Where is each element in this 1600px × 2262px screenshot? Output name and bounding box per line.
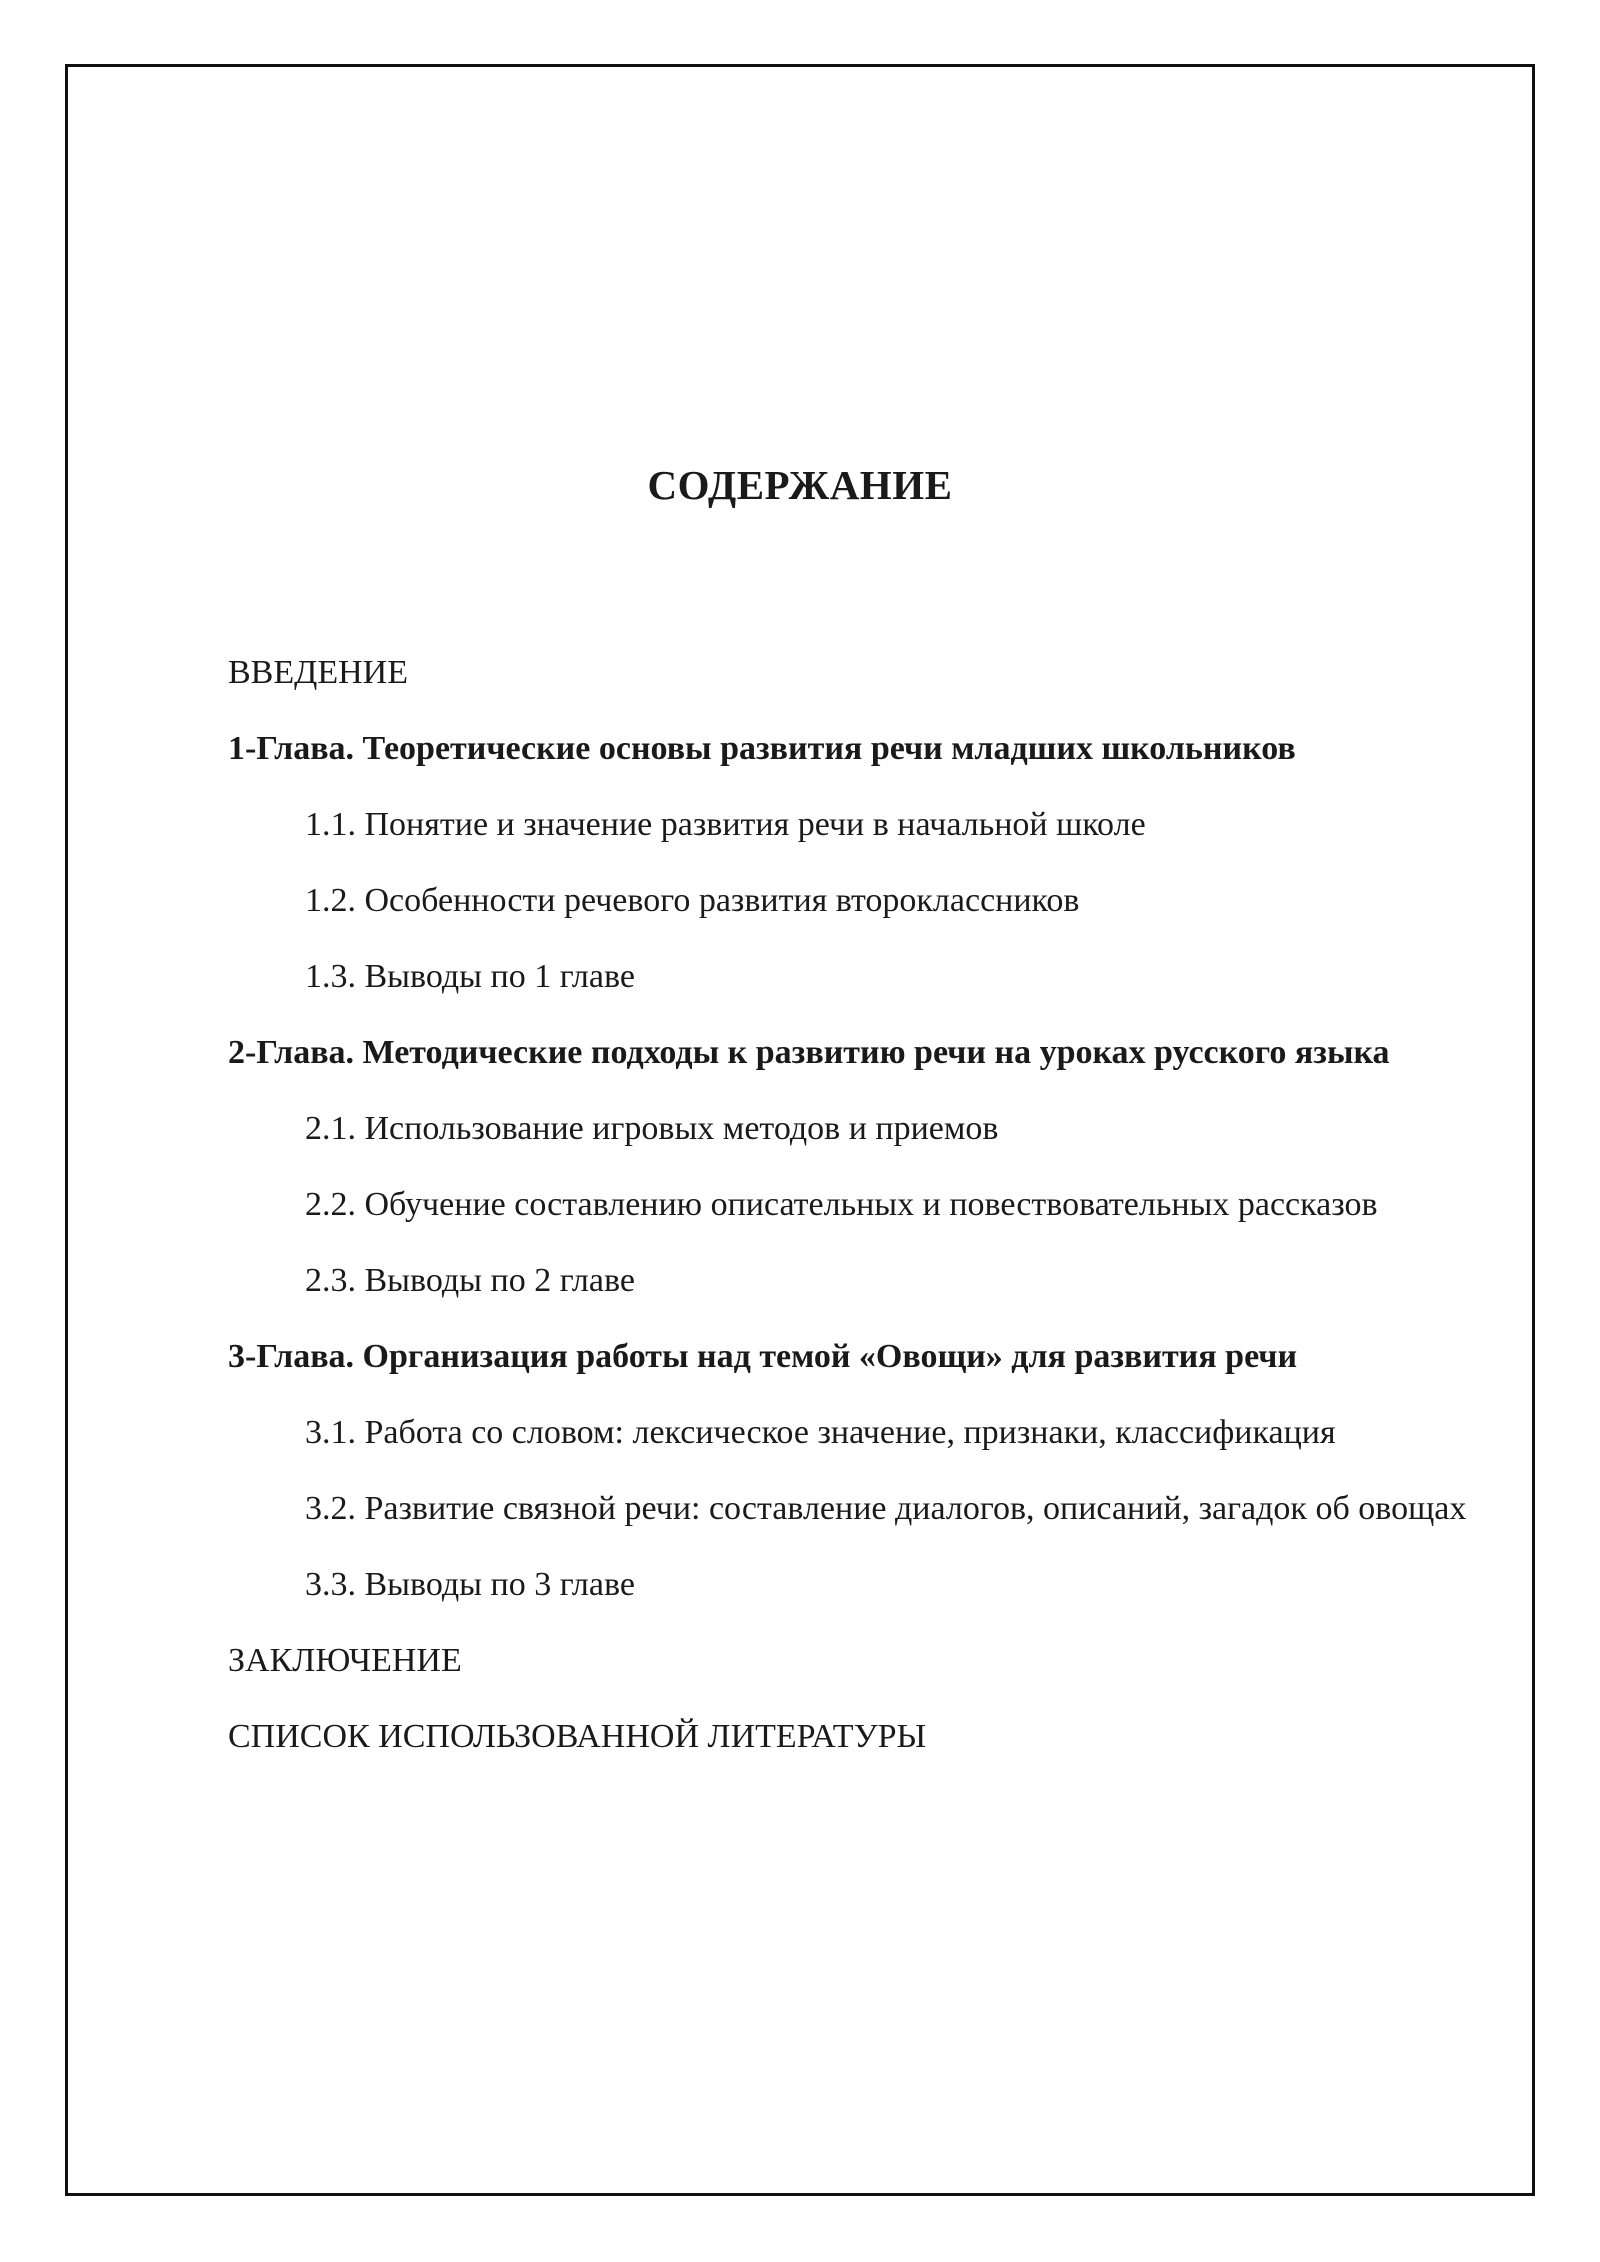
page-title: СОДЕРЖАНИЕ bbox=[647, 462, 953, 508]
toc-chapter-2: 2-Глава. Методические подходы к развитию речи на уроках русского языка bbox=[228, 1034, 1390, 1071]
toc-section-3-1: 3.1. Работа со словом: лексическое значение, признаки, классификация bbox=[305, 1414, 1336, 1451]
toc-section-1-3: 1.3. Выводы по 1 главе bbox=[305, 958, 635, 995]
toc-entry-references: СПИСОК ИСПОЛЬЗОВАННОЙ ЛИТЕРАТУРЫ bbox=[228, 1718, 927, 1755]
toc-section-3-2: 3.2. Развитие связной речи: составление диалогов, описаний, загадок об овощах bbox=[305, 1490, 1467, 1527]
toc-entry-conclusion: ЗАКЛЮЧЕНИЕ bbox=[228, 1642, 462, 1679]
toc-section-2-1: 2.1. Использование игровых методов и приемов bbox=[305, 1110, 999, 1147]
toc-section-2-2: 2.2. Обучение составлению описательных и повествовательных рассказов bbox=[305, 1186, 1378, 1223]
toc-section-2-3: 2.3. Выводы по 2 главе bbox=[305, 1262, 635, 1299]
toc-section-1-2: 1.2. Особенности речевого развития второклассников bbox=[305, 882, 1080, 919]
toc-chapter-1: 1-Глава. Теоретические основы развития речи младших школьников bbox=[228, 730, 1296, 767]
toc-entry-introduction: ВВЕДЕНИЕ bbox=[228, 654, 408, 691]
table-of-contents bbox=[228, 641, 1468, 1781]
toc-chapter-3: 3-Глава. Организация работы над темой «Овощи» для развития речи bbox=[228, 1338, 1298, 1375]
toc-section-1-1: 1.1. Понятие и значение развития речи в начальной школе bbox=[305, 806, 1146, 843]
toc-section-3-3: 3.3. Выводы по 3 главе bbox=[305, 1566, 635, 1603]
